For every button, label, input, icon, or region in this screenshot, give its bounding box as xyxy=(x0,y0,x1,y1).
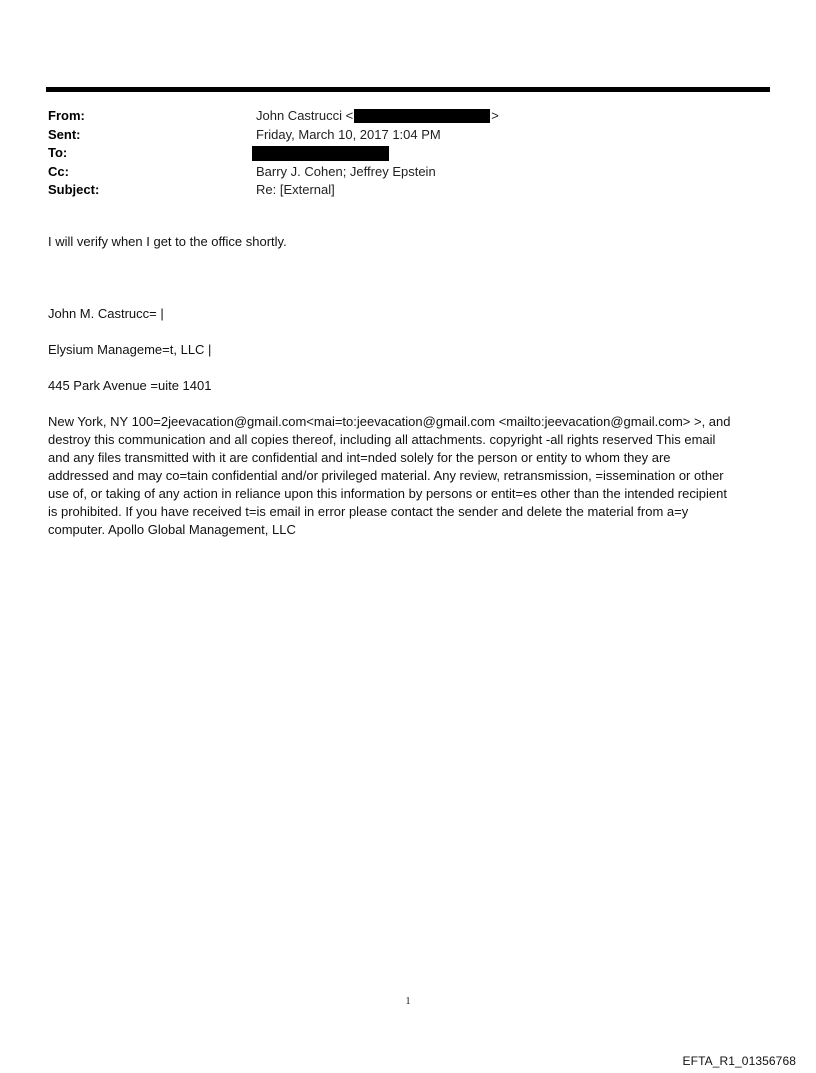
from-row xyxy=(48,107,768,126)
email-header xyxy=(48,107,768,200)
sender-close-bracket: > xyxy=(491,108,499,123)
disclaimer-line: is prohibited. If you have received t=is email in error please contact the sender and delete the material from a=y xyxy=(48,504,689,519)
signature-address: 445 Park Avenue =uite 1401 xyxy=(48,378,212,393)
cc-value: Barry J. Cohen; Jeffrey Epstein xyxy=(256,163,436,179)
disclaimer-line: computer. Apollo Global Management, LLC xyxy=(48,522,296,537)
cc-row xyxy=(48,163,768,182)
cc-label: Cc: xyxy=(48,163,69,179)
from-value xyxy=(256,107,499,126)
sent-row xyxy=(48,126,768,145)
signature-company: Elysium Manageme=t, LLC | xyxy=(48,342,212,357)
disclaimer-line: use of, or taking of any action in reliance upon this information by persons or entit=es other than the intended recipient xyxy=(48,486,727,501)
disclaimer-paragraph xyxy=(48,413,770,539)
subject-row xyxy=(48,181,768,200)
sent-label: Sent: xyxy=(48,126,81,142)
to-row xyxy=(48,144,768,163)
bates-number: EFTA_R1_01356768 xyxy=(682,1054,796,1068)
page-number: 1 xyxy=(405,996,411,1007)
to-label: To: xyxy=(48,145,68,160)
header-divider xyxy=(46,87,770,92)
redaction-bar xyxy=(252,146,389,161)
signature-name: John M. Castrucc= | xyxy=(48,306,164,321)
disclaimer-line: New York, NY 100=2jeevacation@gmail.com<mai=to:jeevacation@gmail.com <mailto:jeevacation@gmail.com> >, and xyxy=(48,414,731,429)
subject-value: Re: [External] xyxy=(256,182,335,197)
sender-name: John Castrucci < xyxy=(256,108,354,123)
redaction-bar xyxy=(354,109,490,123)
message-text: I will verify when I get to the office shortly. xyxy=(48,234,287,249)
sent-value: Friday, March 10, 2017 1:04 PM xyxy=(256,126,441,142)
from-label: From: xyxy=(48,108,85,123)
disclaimer-line: and any files transmitted with it are confidential and int=nded solely for the person or entity to whom they are xyxy=(48,450,671,465)
disclaimer-line: destroy this communication and all copies thereof, including all attachments. copyright -all rights reserved This email xyxy=(48,432,716,447)
subject-label: Subject: xyxy=(48,182,100,197)
disclaimer-line: addressed and may co=tain confidential and/or privileged material. Any review, retransmission, =issemination or other xyxy=(48,468,724,483)
